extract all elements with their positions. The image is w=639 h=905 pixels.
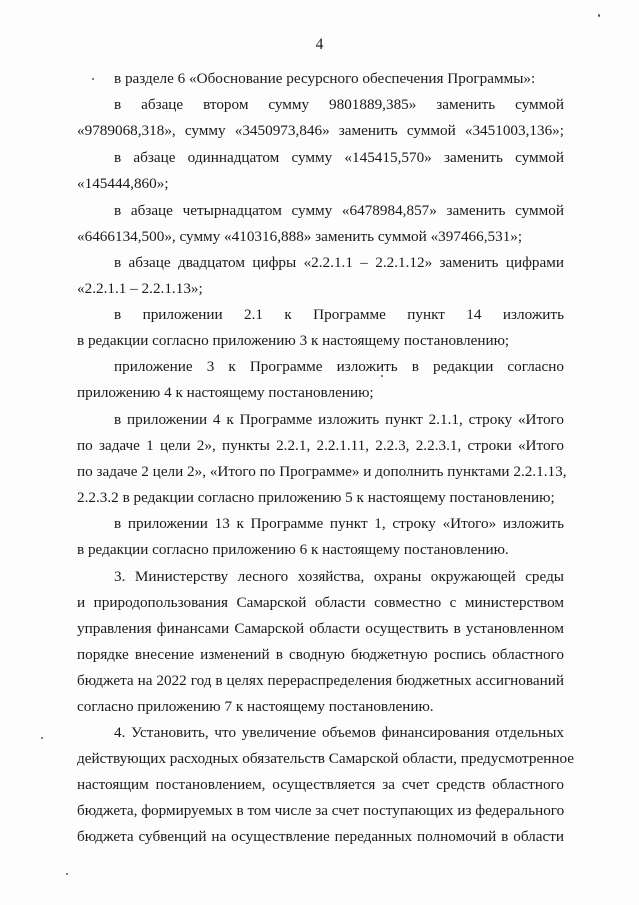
text-line: в абзаце четырнадцатом сумму «6478984,857» заменить суммой (114, 202, 564, 219)
scan-speck (598, 14, 600, 17)
text-line: в редакции согласно приложению 3 к настоящему постановлению; (77, 332, 510, 349)
page-number: 4 (315, 36, 324, 53)
text-line: в редакции согласно приложению 6 к настоящему постановлению. (77, 541, 509, 558)
text-line: управления финансами Самарской области осуществить в установленном (77, 620, 564, 637)
text-line: приложение 3 к Программе изложить в редакции согласно (114, 358, 564, 375)
text-line: «145444,860»; (77, 175, 169, 192)
text-line: и природопользования Самарской области совместно с министерством (77, 594, 564, 611)
text-line: «9789068,318», сумму «3450973,846» заменить суммой «3451003,136»; (77, 122, 564, 139)
text-line: в приложении 13 к Программе пункт 1, строку «Итого» изложить (114, 515, 564, 532)
text-line: «2.2.1.1 – 2.2.1.13»; (77, 280, 203, 297)
text-line: в абзаце одиннадцатом сумму «145415,570» заменить суммой (114, 149, 564, 166)
text-line: в разделе 6 «Обоснование ресурсного обеспечения Программы»: (114, 70, 536, 87)
text-line: бюджета субвенций на осуществление переданных полномочий в области (77, 828, 564, 845)
scan-speck (381, 375, 383, 377)
text-line: в абзаце втором сумму 9801889,385» заменить суммой (114, 96, 564, 113)
text-line: в приложении 4 к Программе изложить пункт 2.1.1, строку «Итого (114, 411, 564, 428)
text-line: согласно приложению 7 к настоящему постановлению. (77, 698, 434, 715)
text-line: 2.2.3.2 в редакции согласно приложению 5 к настоящему постановлению; (77, 489, 555, 506)
text-line: бюджета на 2022 год в целях перераспределения бюджетных ассигнований (77, 672, 564, 689)
text-line: «6466134,500», сумму «410316,888» заменить суммой «397466,531»; (77, 228, 523, 245)
text-line: действующих расходных обязательств Самарской области, предусмотренное (77, 750, 574, 767)
scan-speck (66, 873, 68, 875)
text-line: по задаче 1 цели 2», пункты 2.2.1, 2.2.1.11, 2.2.3, 2.2.3.1, строки «Итого (77, 437, 564, 454)
text-line: 4. Установить, что увеличение объемов финансирования отдельных (114, 724, 564, 741)
text-line: по задаче 2 цели 2», «Итого по Программе» и дополнить пунктами 2.2.1.13, (77, 463, 567, 480)
text-line: в приложении 2.1 к Программе пункт 14 изложить (114, 306, 564, 323)
text-line: приложению 4 к настоящему постановлению; (77, 384, 374, 401)
text-line: порядке внесение изменений в сводную бюджетную роспись областного (77, 646, 564, 663)
text-line: 3. Министерству лесного хозяйства, охраны окружающей среды (114, 568, 564, 585)
text-line: в абзаце двадцатом цифры «2.2.1.1 – 2.2.1.12» заменить цифрами (114, 254, 564, 271)
text-line: настоящим постановлением, осуществляется за счет средств областного (77, 776, 564, 793)
text-line: бюджета, формируемых в том числе за счет поступающих из федерального (77, 802, 565, 819)
scan-speck (92, 78, 94, 80)
scan-speck (41, 737, 43, 739)
